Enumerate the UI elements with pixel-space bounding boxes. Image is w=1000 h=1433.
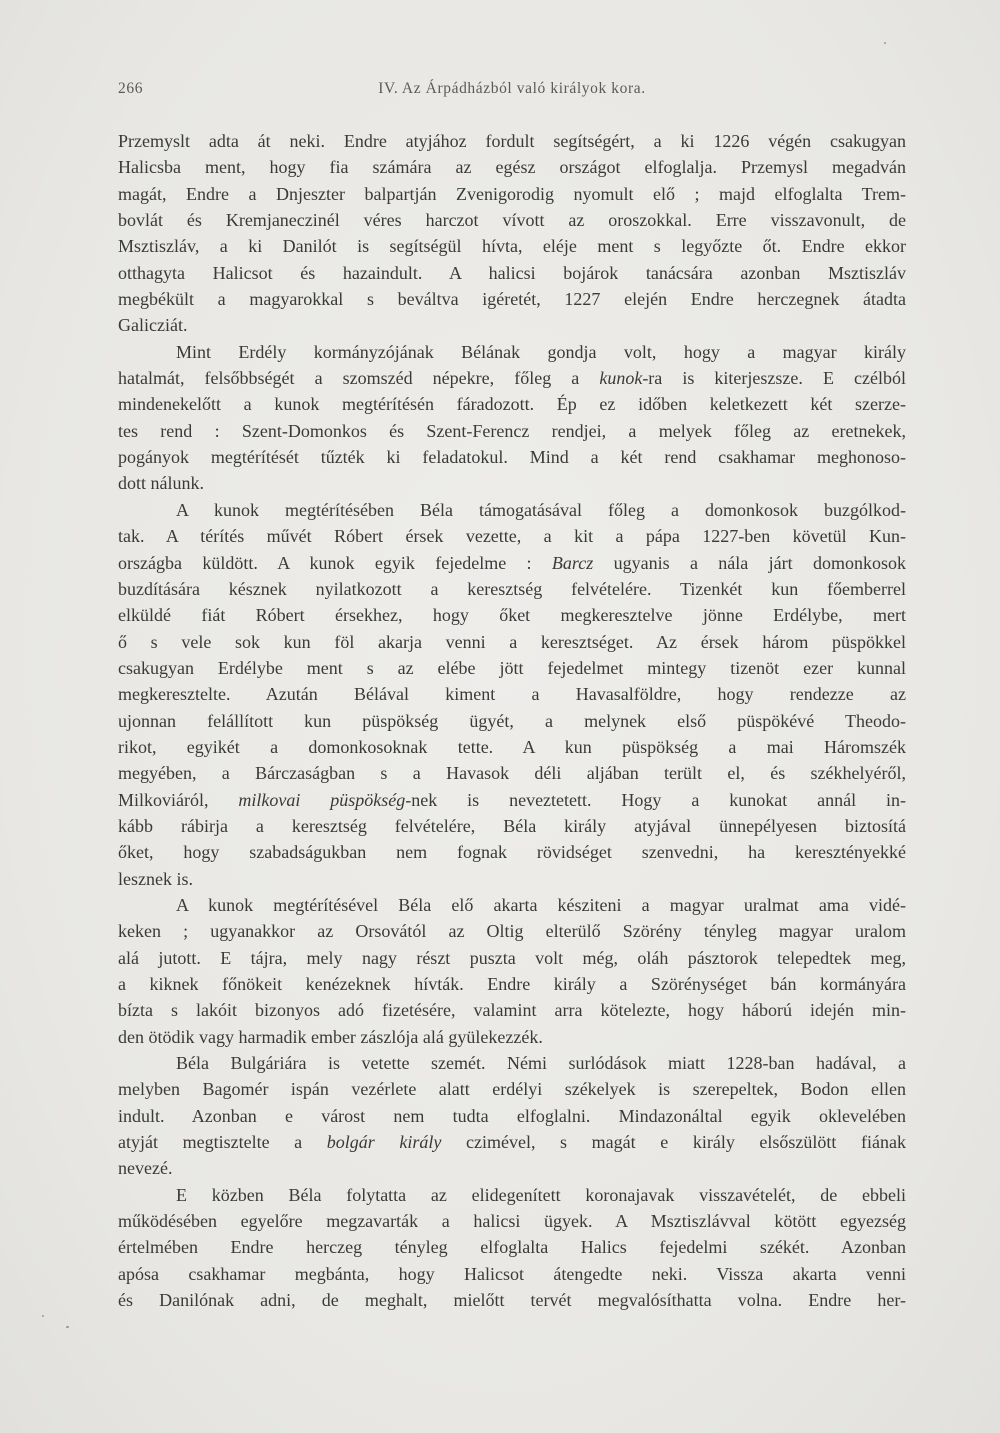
italic-term: Barcz <box>551 552 594 573</box>
text-line: bízta s lakóit bizonyos adó fizetésére, valamint arra kötelezte, hogy háború idején min- <box>118 1000 906 1021</box>
text-line: alá jutott. E tájra, mely nagy részt puszta volt még, oláh pásztorok telepedtek meg, <box>118 947 906 968</box>
text-line: működésében egyelőre megzavarták a halicsi ügyek. A Msztiszlávval kötött egyezség <box>118 1211 906 1232</box>
text-line: tak. A térítés művét Róbert érsek vezette, a kit a pápa 1227-ben követül Kun- <box>118 526 906 547</box>
paper-speck <box>884 42 886 44</box>
paragraph-start-line: Mint Erdély kormányzójának Bélának gondja volt, hogy a magyar király <box>176 341 906 362</box>
page-header <box>118 80 906 104</box>
text-line: őket, hogy szabadságukban nem fognak rövidséget szenvedni, ha keresztényekké <box>118 842 906 863</box>
text-line: Milkoviáról, milkovai püspökség-nek is neveztetett. Hogy a kunokat annál in- <box>118 789 906 810</box>
text-line: lesznek is. <box>118 868 193 889</box>
text-line: csakugyan Erdélybe ment s az elébe jött fejedelmet mintegy tizenöt ezer kunnal <box>118 657 906 678</box>
text-line: és Danilónak adni, de meghalt, mielőtt tervét megvalósíthatta volna. Endre her- <box>118 1290 906 1311</box>
text-line: nevezé. <box>118 1158 173 1179</box>
text-line: atyját megtisztelte a bolgár király czimével, s magát e király elsőszülött fiának <box>118 1132 906 1153</box>
text-line: megkeresztelte. Azután Bélával kiment a Havasalföldre, hogy rendezze az <box>118 684 906 705</box>
text-line: Przemyslt adta át neki. Endre atyjához fordult segítségért, a ki 1226 végén csakugyan <box>118 131 906 151</box>
running-title: IV. Az Árpádházból való királyok kora. <box>378 80 646 97</box>
text-line: apósa csakhamar megbánta, hogy Halicsot átengedte neki. Vissza akarta venni <box>118 1263 906 1284</box>
text-line: Halicsba ment, hogy fia számára az egész országot elfoglalja. Przemysl megadván <box>118 157 906 178</box>
paper-speck <box>42 1315 44 1317</box>
text-line: elküldé fiát Róbert érsekhez, hogy őket megkeresztelve jönne Erdélybe, mert <box>118 605 906 626</box>
text-line: Galicziát. <box>118 315 188 336</box>
paper-speck <box>66 1326 69 1328</box>
text-line: dott nálunk. <box>118 473 204 494</box>
paragraph-start-line: A kunok megtérítésével Béla elő akarta késziteni a magyar uralmat ama vidé- <box>176 894 906 915</box>
text-line: megbékült a magyarokkal s beváltva igéretét, 1227 elején Endre herczegnek átadta <box>118 289 906 310</box>
text-line: ujonnan felállított kun püspökség ügyét, a melynek első püspökévé Theodo- <box>118 710 906 731</box>
paragraph-start-line: A kunok megtérítésében Béla támogatásával főleg a domonkosok buzgólkod- <box>176 499 906 520</box>
text-line: mindenekelőtt a kunok megtérítésén fáradozott. Ép ez időben keletkezett két szerze- <box>118 394 906 415</box>
italic-term: kunok <box>599 368 643 389</box>
paragraph-start-line: Béla Bulgáriára is vetette szemét. Némi surlódások miatt 1228-ban hadával, a <box>176 1053 906 1074</box>
text-line: pogányok megtérítését tűzték ki feladatokul. Mind a két rend csakhamar meghonoso- <box>118 447 906 468</box>
text-line: ő s vele sok kun föl akarja venni a keresztséget. Az érsek három püspökkel <box>118 631 906 652</box>
text-line: rikot, egyikét a domonkosoknak tette. A kun püspökség a mai Háromszék <box>118 736 906 757</box>
text-line: den ötödik vagy harmadik ember zászlója alá gyülekezzék. <box>118 1026 543 1047</box>
body-text <box>118 128 906 1313</box>
text-line: melyben Bagomér ispán vezérlete alatt erdélyi székelyek is szerepeltek, Bodon ellen <box>118 1079 906 1100</box>
text-line: kább rábirja a keresztség felvételére, Béla király atyjával ünnepélyesen biztosítá <box>118 815 906 836</box>
text-line: Msztiszláv, a ki Danilót is segítségül hívta, eléje ment s legyőzte őt. Endre ekkor <box>118 236 906 257</box>
italic-term: milkovai püspökség <box>238 789 406 810</box>
text-line: megyében, a Bárczaságban s a Havasok déli aljában terült el, és székhelyéről, <box>118 763 906 784</box>
text-line: indult. Azonban e várost nem tudta elfoglalni. Mindazonáltal egyik oklevelében <box>118 1105 906 1126</box>
text-line: tes rend : Szent-Domonkos és Szent-Ferencz rendjei, a melyek főleg az eretnekek, <box>118 420 906 441</box>
text-line: értelmében Endre herczeg tényleg elfoglalta Halics fejedelmi székét. Azonban <box>118 1237 906 1258</box>
text-line: bovlát és Kremjaneczinél véres harczot vívott az oroszokkal. Erre visszavonult, de <box>118 210 906 231</box>
paragraph-start-line: E közben Béla folytatta az elidegenített koronajavak visszavételét, de ebbeli <box>176 1184 906 1205</box>
text-line: buzdítására késznek nyilatkozott a keresztség felvételére. Tizenkét kun főemberrel <box>118 578 906 599</box>
text-line: országba küldött. A kunok egyik fejedelme : Barcz ugyanis a nála járt domonkosok <box>118 552 906 573</box>
text-line: hatalmát, felsőbbségét a szomszéd népekre, főleg a kunok-ra is kiterjeszsze. E czélból <box>118 368 906 389</box>
text-line: keken ; ugyanakkor az Orsovától az Oltig elterülő Szörény tényleg magyar uralom <box>118 921 906 942</box>
text-line: a kiknek főnökeit kenézeknek hívták. Endre király a Szörénységet bán kormányára <box>118 974 906 994</box>
italic-term: bolgár király <box>326 1132 442 1153</box>
text-line: otthagyta Halicsot és hazaindult. A halicsi bojárok tanácsára azonban Msztiszláv <box>118 262 906 283</box>
text-line: magát, Endre a Dnjeszter balpartján Zvenigorodig nyomult elő ; majd elfoglalta Trem- <box>118 183 906 204</box>
page-number: 266 <box>118 80 144 97</box>
